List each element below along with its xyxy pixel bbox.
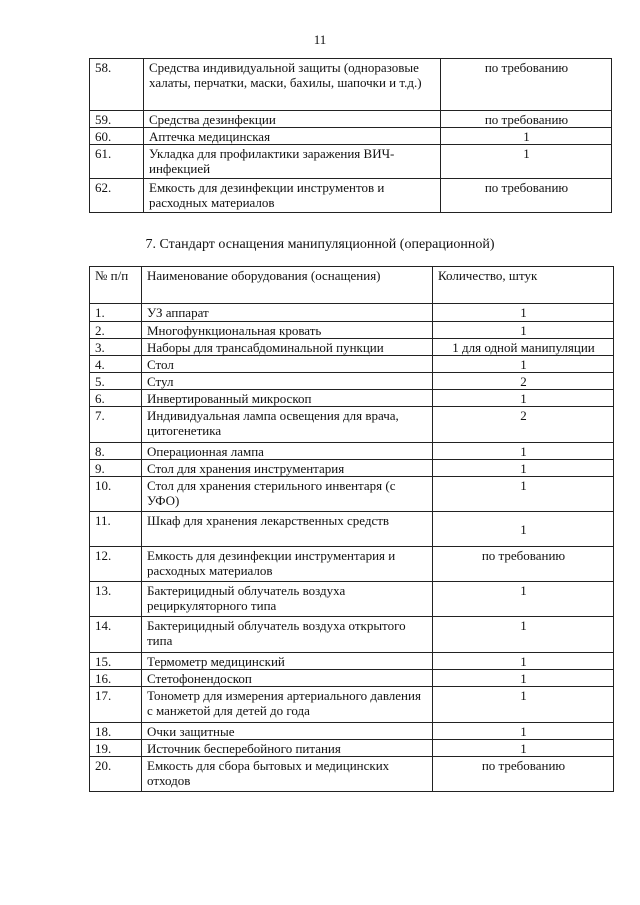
- table-row: [90, 547, 614, 582]
- item-quantity: 1: [433, 582, 614, 617]
- table-row: [90, 443, 614, 460]
- item-quantity: 1: [433, 512, 614, 547]
- item-name: Термометр медицинский: [142, 653, 433, 670]
- table-row: [90, 670, 614, 687]
- table-row: [90, 653, 614, 670]
- table-row: [90, 740, 614, 757]
- row-number: 2.: [90, 322, 142, 339]
- table-row: [90, 179, 612, 213]
- row-number: 13.: [90, 582, 142, 617]
- table-row: [90, 390, 614, 407]
- item-quantity: 1: [433, 390, 614, 407]
- row-number: 7.: [90, 407, 142, 443]
- item-quantity: по требованию: [441, 179, 612, 213]
- item-quantity: 1: [433, 322, 614, 339]
- row-number: 62.: [90, 179, 144, 213]
- row-number: 10.: [90, 477, 142, 512]
- item-quantity: 2: [433, 407, 614, 443]
- item-quantity: 1 для одной манипуляции: [433, 339, 614, 356]
- row-number: 4.: [90, 356, 142, 373]
- item-name: Бактерицидный облучатель воздуха открытого типа: [142, 617, 433, 653]
- row-number: 8.: [90, 443, 142, 460]
- table-row: [90, 757, 614, 792]
- table-row: [90, 373, 614, 390]
- item-name: Шкаф для хранения лекарственных средств: [142, 512, 433, 547]
- item-quantity: 1: [433, 670, 614, 687]
- equipment-table: [89, 266, 614, 792]
- row-number: 3.: [90, 339, 142, 356]
- item-quantity: 1: [441, 145, 612, 179]
- section-heading: 7. Стандарт оснащения манипуляционной (операционной): [145, 237, 495, 252]
- item-quantity: по требованию: [433, 757, 614, 792]
- row-number: 1.: [90, 304, 142, 322]
- page-number: 11: [313, 32, 327, 47]
- table-row: [90, 59, 612, 111]
- item-name: Стол: [142, 356, 433, 373]
- table-row: [90, 356, 614, 373]
- equipment-table-continued: [89, 58, 612, 213]
- item-quantity: 1: [433, 687, 614, 723]
- item-quantity: 1: [433, 460, 614, 477]
- item-name: Стол для хранения инструментария: [142, 460, 433, 477]
- item-name: Емкость для сбора бытовых и медицинских отходов: [142, 757, 433, 792]
- item-name: Средства индивидуальной защиты (одноразовые халаты, перчатки, маски, бахилы, шапочки и т.д.): [144, 59, 441, 111]
- row-number: 59.: [90, 111, 144, 128]
- row-number: 12.: [90, 547, 142, 582]
- item-quantity: по требованию: [441, 59, 612, 111]
- item-name: Индивидуальная лампа освещения для врача, цитогенетика: [142, 407, 433, 443]
- item-name: УЗ аппарат: [142, 304, 433, 322]
- row-number: 16.: [90, 670, 142, 687]
- item-quantity: 1: [433, 356, 614, 373]
- item-quantity: 1: [433, 477, 614, 512]
- table-row: [90, 582, 614, 617]
- row-number: 61.: [90, 145, 144, 179]
- row-number: 18.: [90, 723, 142, 740]
- row-number: 5.: [90, 373, 142, 390]
- table-row: [90, 145, 612, 179]
- table-row: [90, 407, 614, 443]
- table-row: [90, 128, 612, 145]
- item-name: Наборы для трансабдоминальной пункции: [142, 339, 433, 356]
- table-row: [90, 460, 614, 477]
- item-quantity: 2: [433, 373, 614, 390]
- item-name: Емкость для дезинфекции инструментария и расходных материалов: [142, 547, 433, 582]
- item-name: Очки защитные: [142, 723, 433, 740]
- table-row: [90, 617, 614, 653]
- item-name: Стетофонендоскоп: [142, 670, 433, 687]
- item-name: Бактерицидный облучатель воздуха рециркуляторного типа: [142, 582, 433, 617]
- table-row: [90, 512, 614, 547]
- item-name: Тонометр для измерения артериального давления с манжетой для детей до года: [142, 687, 433, 723]
- row-number: 15.: [90, 653, 142, 670]
- item-name: Стул: [142, 373, 433, 390]
- table-row: [90, 723, 614, 740]
- table-row: [90, 477, 614, 512]
- row-number: 6.: [90, 390, 142, 407]
- item-quantity: 1: [433, 740, 614, 757]
- row-number: 20.: [90, 757, 142, 792]
- item-name: Стол для хранения стерильного инвентаря (с УФО): [142, 477, 433, 512]
- item-name: Многофункциональная кровать: [142, 322, 433, 339]
- item-name: Инвертированный микроскоп: [142, 390, 433, 407]
- item-name: Средства дезинфекции: [144, 111, 441, 128]
- header-name: Наименование оборудования (оснащения): [142, 267, 433, 304]
- table-row: [90, 339, 614, 356]
- table-row: [90, 111, 612, 128]
- row-number: 14.: [90, 617, 142, 653]
- row-number: 11.: [90, 512, 142, 547]
- row-number: 19.: [90, 740, 142, 757]
- item-quantity: по требованию: [441, 111, 612, 128]
- item-quantity: 1: [433, 304, 614, 322]
- item-quantity: 1: [433, 723, 614, 740]
- table-row: [90, 304, 614, 322]
- row-number: 60.: [90, 128, 144, 145]
- item-name: Укладка для профилактики заражения ВИЧ-инфекцией: [144, 145, 441, 179]
- row-number: 17.: [90, 687, 142, 723]
- row-number: 58.: [90, 59, 144, 111]
- item-quantity: 1: [433, 443, 614, 460]
- item-name: Источник бесперебойного питания: [142, 740, 433, 757]
- item-name: Емкость для дезинфекции инструментов и расходных материалов: [144, 179, 441, 213]
- item-quantity: 1: [433, 617, 614, 653]
- item-quantity: 1: [433, 653, 614, 670]
- table-row: [90, 322, 614, 339]
- table-header-row: [90, 267, 614, 304]
- item-quantity: по требованию: [433, 547, 614, 582]
- table-row: [90, 687, 614, 723]
- item-name: Операционная лампа: [142, 443, 433, 460]
- header-quantity: Количество, штук: [433, 267, 614, 304]
- header-number: № п/п: [90, 267, 142, 304]
- row-number: 9.: [90, 460, 142, 477]
- item-quantity: 1: [441, 128, 612, 145]
- item-name: Аптечка медицинская: [144, 128, 441, 145]
